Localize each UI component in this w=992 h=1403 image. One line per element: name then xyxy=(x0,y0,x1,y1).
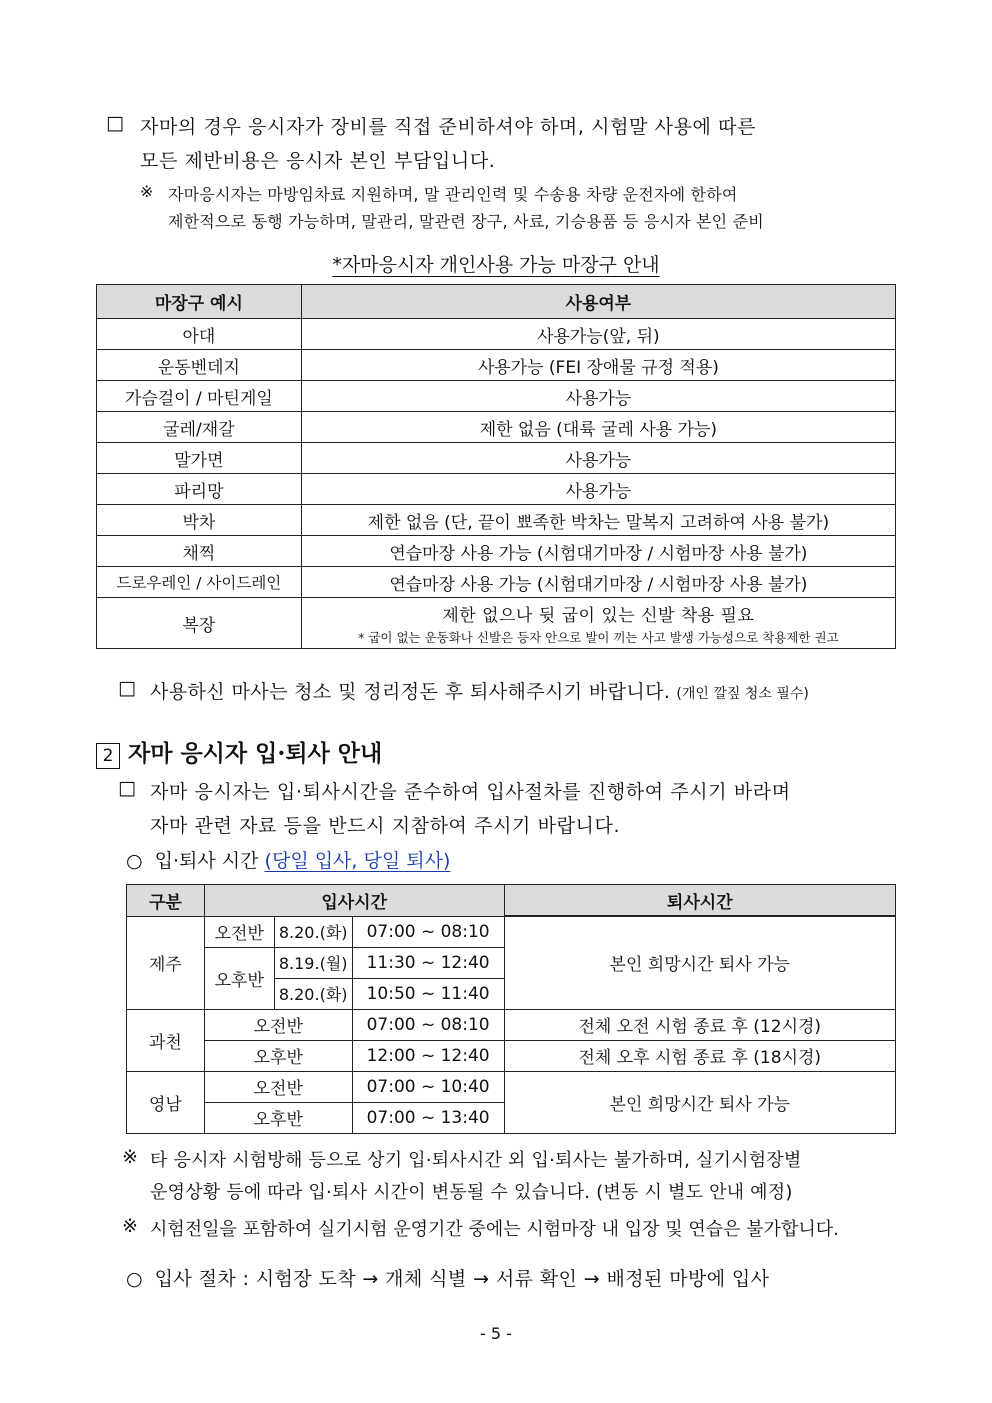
note-1-line-1: 타 응시자 시험방해 등으로 상기 입·퇴사시간 외 입·퇴사는 불가하며, 실기시험장별 xyxy=(150,1150,802,1171)
tack-usage-attire xyxy=(301,598,895,649)
section-2-para-1: 자마 응시자는 입·퇴사시간을 준수하여 입사절차를 진행하여 주시기 바라며 xyxy=(150,781,791,803)
cleanup-text: 사용하신 마사는 청소 및 정리정돈 후 퇴사해주시기 바랍니다. xyxy=(150,681,671,703)
intro-line-1 xyxy=(140,112,896,139)
intro-bullet: □ xyxy=(106,112,124,134)
time-cell: 07:00 ~ 08:10 xyxy=(352,1009,504,1040)
tack-item: 말가면 xyxy=(97,443,302,474)
tack-header-item: 마장구 예시 xyxy=(97,285,302,319)
tack-usage: 제한 없음 (대륙 굴레 사용 가능) xyxy=(301,412,895,443)
intro-note-mark: ※ xyxy=(140,182,154,201)
note-2-text: 시험전일을 포함하여 실기시험 운영기간 중에는 시험마장 내 입장 및 연습은 불가합니다. xyxy=(150,1219,839,1240)
time-cell: 10:50 ~ 11:40 xyxy=(352,978,504,1009)
table-row xyxy=(127,916,896,947)
date-cell: 8.19.(월) xyxy=(274,947,352,978)
time-table xyxy=(126,884,896,1134)
checkout-yeongnam: 본인 희망시간 퇴사 가능 xyxy=(504,1071,895,1133)
note-1-mark: ※ xyxy=(122,1146,138,1168)
time-subheading xyxy=(126,846,450,873)
table-row xyxy=(97,381,896,412)
session-am: 오전반 xyxy=(204,1071,352,1102)
date-cell: 8.20.(화) xyxy=(274,916,352,947)
cleanup-text-line xyxy=(150,677,809,704)
tack-usage: 사용가능(앞, 뒤) xyxy=(301,319,895,350)
time-cell: 07:00 ~ 13:40 xyxy=(352,1102,504,1133)
region-yeongnam: 영남 xyxy=(127,1071,205,1133)
time-cell: 11:30 ~ 12:40 xyxy=(352,947,504,978)
note-1-line-2: 운영상황 등에 따라 입·퇴사 시간이 변동될 수 있습니다. (변동 시 별도 안내 예정) xyxy=(150,1182,793,1203)
intro-note-1: 자마응시자는 마방임차료 지원하며, 말 관리인력 및 수송용 차량 운전자에 한하여 xyxy=(168,185,738,204)
region-jeju: 제주 xyxy=(127,916,205,1009)
table-row xyxy=(97,443,896,474)
header-checkin: 입사시간 xyxy=(204,885,504,917)
section-2-para-2: 자마 관련 자료 등을 반드시 지참하여 주시기 바랍니다. xyxy=(150,815,621,837)
tack-usage: 연습마장 사용 가능 (시험대기마장 / 시험마장 사용 불가) xyxy=(301,567,895,598)
tack-usage: 연습마장 사용 가능 (시험대기마장 / 시험마장 사용 불가) xyxy=(301,536,895,567)
session-pm: 오후반 xyxy=(204,947,274,1009)
tack-item: 굴레/재갈 xyxy=(97,412,302,443)
cleanup-small: (개인 깔짚 청소 필수) xyxy=(676,686,809,702)
time-note: (당일 입사, 당일 퇴사) xyxy=(264,850,451,872)
table-row xyxy=(127,1040,896,1071)
intro-line-1-text: 자마의 경우 응시자가 장비를 직접 준비하셔야 하며, 시험말 사용에 따른 xyxy=(140,116,757,138)
table-row xyxy=(97,412,896,443)
section-2-bullet: □ xyxy=(118,777,136,799)
tack-item: 운동벤데지 xyxy=(97,350,302,381)
section-number-box: 2 xyxy=(96,743,120,769)
table-row xyxy=(127,1071,896,1102)
circle-bullet: ○ xyxy=(126,1268,143,1290)
table-row xyxy=(127,1009,896,1040)
tack-item: 가슴걸이 / 마틴게일 xyxy=(97,381,302,412)
table-row xyxy=(97,350,896,381)
tack-item: 박차 xyxy=(97,505,302,536)
tack-table xyxy=(96,284,896,649)
session-pm: 오후반 xyxy=(204,1102,352,1133)
header-checkout: 퇴사시간 xyxy=(504,885,895,917)
table-row xyxy=(97,536,896,567)
time-cell: 07:00 ~ 08:10 xyxy=(352,916,504,947)
intro-note-2: 제한적으로 동행 가능하며, 말관리, 말관련 장구, 사료, 기승용품 등 응시자 본인 준비 xyxy=(168,212,764,231)
session-pm: 오후반 xyxy=(204,1040,352,1071)
tack-item: 아대 xyxy=(97,319,302,350)
time-table-header xyxy=(127,885,896,917)
time-cell: 12:00 ~ 12:40 xyxy=(352,1040,504,1071)
checkout-gwacheon-pm: 전체 오후 시험 종료 후 (18시경) xyxy=(504,1040,895,1071)
tack-usage: 사용가능 (FEI 장애물 규정 적용) xyxy=(301,350,895,381)
tack-usage: 사용가능 xyxy=(301,474,895,505)
cleanup-bullet: □ xyxy=(118,677,136,699)
table-row xyxy=(97,598,896,649)
attire-sub-note: * 굽이 없는 운동화나 신발은 등자 안으로 발이 끼는 사고 발생 가능성으로 착용제한 권고 xyxy=(358,629,839,645)
tack-header-usage: 사용여부 xyxy=(301,285,895,319)
tack-item: 복장 xyxy=(97,598,302,649)
checkout-jeju: 본인 희망시간 퇴사 가능 xyxy=(504,916,895,1009)
note-2-mark: ※ xyxy=(122,1215,138,1237)
section-2-title: 자마 응시자 입·퇴사 안내 xyxy=(128,740,383,767)
table-row xyxy=(97,474,896,505)
page-number: - 5 - xyxy=(480,1324,512,1343)
tack-usage: 사용가능 xyxy=(301,443,895,474)
time-cell: 07:00 ~ 10:40 xyxy=(352,1071,504,1102)
section-2-heading xyxy=(96,735,382,769)
tack-table-header xyxy=(97,285,896,319)
intro-line-2: 모든 제반비용은 응시자 본인 부담입니다. xyxy=(140,150,496,172)
table-row xyxy=(97,319,896,350)
circle-bullet: ○ xyxy=(126,850,143,872)
tack-usage: 제한 없음 (단, 끝이 뾰족한 박차는 말복지 고려하여 사용 불가) xyxy=(301,505,895,536)
attire-main: 제한 없으나 뒷 굽이 있는 신발 착용 필요 xyxy=(442,605,755,626)
procedure-line xyxy=(126,1264,769,1291)
procedure-text: 입사 절차 : 시험장 도착 → 개체 식별 → 서류 확인 → 배정된 마방에 입사 xyxy=(154,1268,770,1290)
header-category: 구분 xyxy=(127,885,205,917)
region-gwacheon: 과천 xyxy=(127,1009,205,1071)
table-row xyxy=(97,567,896,598)
date-cell: 8.20.(화) xyxy=(274,978,352,1009)
session-am: 오전반 xyxy=(204,916,274,947)
tack-table-caption: *자마응시자 개인사용 가능 마장구 안내 xyxy=(332,254,660,276)
tack-item: 채찍 xyxy=(97,536,302,567)
checkout-gwacheon-am: 전체 오전 시험 종료 후 (12시경) xyxy=(504,1009,895,1040)
tack-usage: 사용가능 xyxy=(301,381,895,412)
tack-item: 파리망 xyxy=(97,474,302,505)
session-am: 오전반 xyxy=(204,1009,352,1040)
tack-item: 드로우레인 / 사이드레인 xyxy=(97,567,302,598)
time-label: 입·퇴사 시간 xyxy=(154,850,259,872)
table-row xyxy=(97,505,896,536)
